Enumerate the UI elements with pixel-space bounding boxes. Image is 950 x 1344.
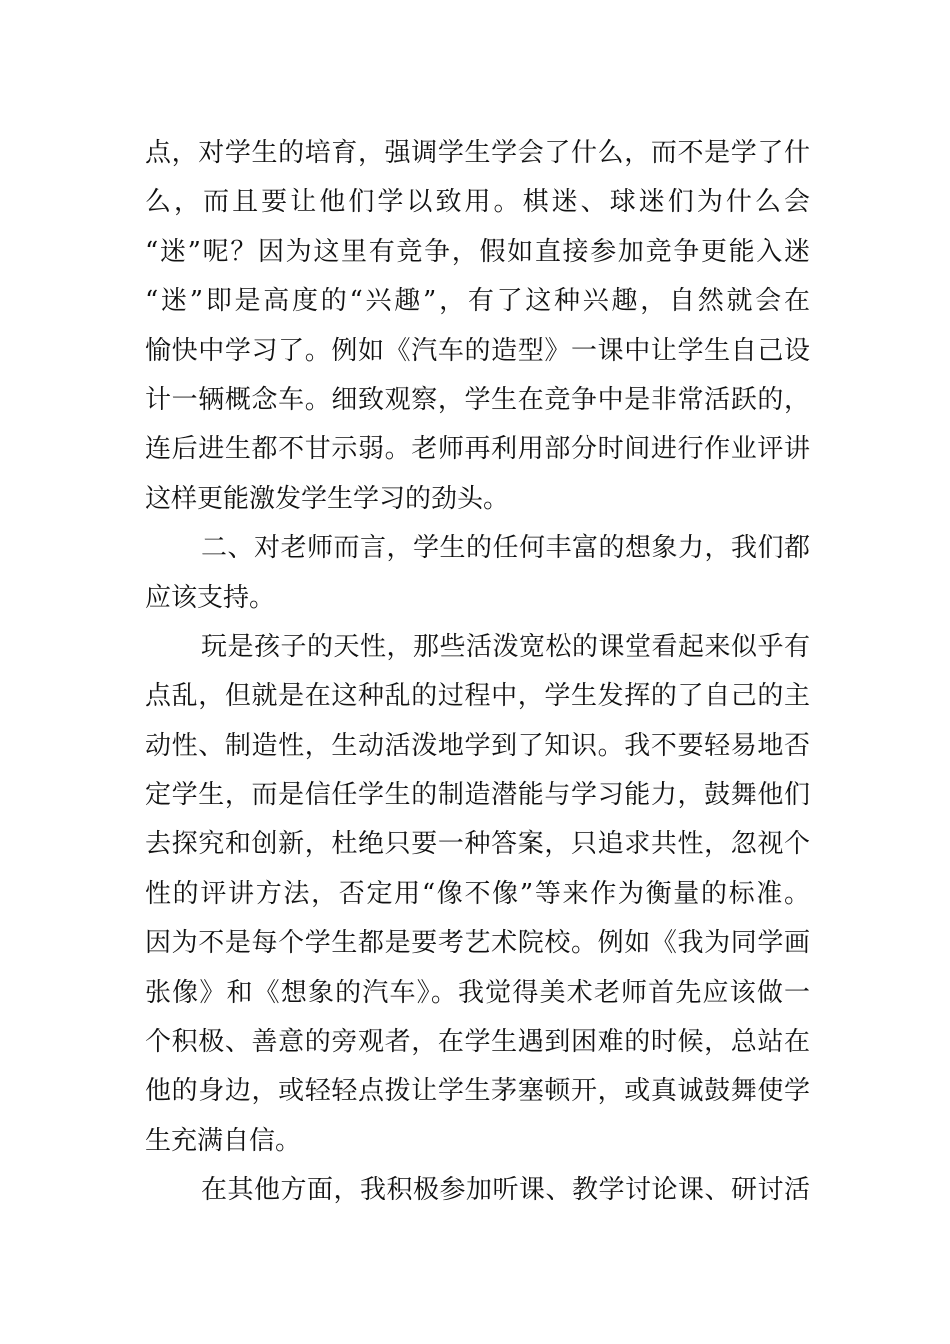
text-line-1: 点，对学生的培育，强调学生学会了什么，而不是学了什 (145, 138, 810, 168)
text-line-16: 性的评讲方法，否定用“像不像”等来作为衡量的标准。 (145, 878, 810, 909)
text-line-19: 个积极、善意的旁观者，在学生遇到困难的时候，总站在 (145, 1027, 810, 1058)
text-line-12: 点乱，但就是在这种乱的过程中，学生发挥的了自己的主 (145, 681, 810, 712)
text-line-11: 玩是孩子的天性，那些活泼宽松的课堂看起来似乎有 (201, 631, 810, 662)
text-line-17: 因为不是每个学生都是要考艺术院校。例如《我为同学画 (145, 928, 810, 959)
text-line-15: 去探究和创新，杜绝只要一种答案，只追求共性，忽视个 (145, 829, 810, 860)
text-line-5: 愉快中学习了。例如《汽车的造型》一课中让学生自己设 (145, 335, 810, 366)
text-line-14: 定学生，而是信任学生的制造潜能与学习能力，鼓舞他们 (145, 780, 810, 811)
text-line-3: “迷”呢？因为这里有竞争，假如直接参加竞争更能入迷 (145, 236, 810, 267)
text-line-13: 动性、制造性，生动活泼地学到了知识。我不要轻易地否 (145, 730, 810, 761)
text-line-18: 张像》和《想象的汽车》。我觉得美术老师首先应该做一 (145, 977, 810, 1008)
text-line-7: 连后进生都不甘示弱。老师再利用部分时间进行作业评讲 (145, 434, 810, 465)
text-line-4: “迷”即是高度的“兴趣”，有了这种兴趣，自然就会在 (145, 286, 810, 317)
text-line-20: 他的身边，或轻轻点拨让学生茅塞顿开，或真诚鼓舞使学 (145, 1076, 810, 1107)
document-body (145, 129, 810, 1216)
text-line-8: 这样更能激发学生学习的劲头。 (145, 483, 510, 514)
text-line-22: 在其他方面，我积极参加听课、教学讨论课、研讨活 (201, 1175, 810, 1206)
text-line-9: 二、对老师而言，学生的任何丰富的想象力，我们都 (201, 533, 810, 564)
text-line-21: 生充满自信。 (145, 1125, 302, 1156)
text-line-10: 应该支持。 (145, 582, 276, 613)
text-line-6: 计一辆概念车。细致观察，学生在竞争中是非常活跃的， (145, 384, 810, 415)
text-line-2: 么，而且要让他们学以致用。棋迷、球迷们为什么会 (145, 187, 810, 218)
